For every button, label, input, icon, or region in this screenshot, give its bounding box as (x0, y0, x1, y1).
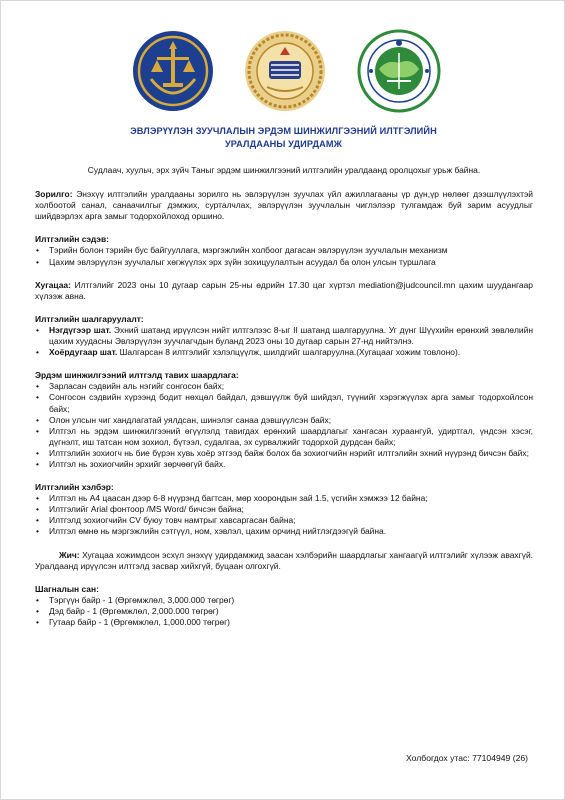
goal-paragraph (35, 189, 533, 222)
list-item: • Илтгэлийг Arial фонтоор /MS Word/ бичсэн байна; (36, 504, 244, 515)
topics-list (35, 245, 533, 267)
contact-phone: Холбогдох утас: 77104949 (26) (406, 753, 528, 763)
list-item: • Зарласан сэдвийн аль нэгийг сонгосон байх; (36, 381, 225, 392)
deadline-paragraph (35, 280, 533, 302)
list-item: • Илтгэл нь зохиогчийн эрхийг зөрчөөгүй байх. (36, 458, 226, 469)
prizes-heading: Шагналын сан: (35, 583, 99, 594)
requirements-list (35, 381, 533, 470)
list-item: • Илтгэл нь A4 цаасан дээр 6-8 нүүрэнд багтсан, мөр хоорондын зай 1.5, үсгийн хэмжээ 12 байна; (36, 493, 428, 504)
requirements-heading: Эрдэм шинжилгээний илтгэлд тавих шаардлага: (35, 370, 239, 381)
format-heading: Илтгэлийн хэлбэр: (35, 482, 114, 493)
list-item: • Цахим эвлэрүүлэн зуучлалыг хөгжүүлэх эрх зүйн зохицуулалтын асуудал ба олон улсын туршлага (36, 256, 436, 267)
list-item: • Илтгэл өмнө нь мэргэжлийн сэтгүүл, ном, хэвлэл, цахим орчинд нийтлэгдээгүй байна. (36, 526, 387, 537)
title-line-2: УРАЛДААНЫ УДИРДАМЖ (224, 139, 343, 149)
list-item: • Тэрийн болон тэрийн бус байгууллага, мэргэжлийн холбоог дагасан эвлэрүүлэн зуучлалын механизм (36, 245, 448, 256)
document-title (31, 125, 536, 151)
list-item: • Илтгэлд зохиогчийн CV буюу товч намтрыг хавсаргасан байна; (36, 515, 296, 526)
list-item: • Илтгэл нь эрдэм шинжилгээний өгүүлэлд тавигдах ерөнхий шаардлагыг хангасан хураангуй, удиртгал, үндсэн хэсэг, дүгнэлт, иш татсан ном зохиол, бүтээл, судалгаа, эх сурвалжийг тодорхой дурдсан байх; (36, 425, 533, 447)
intro-text: Судлаач, хуульч, эрх зүйч Таныг эрдэм шинжилгээний илтгэлийн уралдаанд оролцохыг урьж байна. (87, 165, 481, 175)
list-item: • Хоёрдугаар шат. Шалгарсан 8 илтгэлийг хэлэлцүүлж, шилдгийг шалгаруулна.(Хугацааг хожим товлоно). (36, 347, 461, 358)
list-item: • Олон улсын чиг хандлагатай уялдсан, шинэлэг санаа дэвшүүлсэн байх; (36, 414, 332, 425)
note-paragraph (35, 550, 533, 572)
goal-text: Энэхүү илтгэлийн уралдааны зорилго нь эвлэрүүлэн зуучлах үйл ажиллагааны үр дүн,үр нөлөөг дээшлүүлэхтэй холбоотой санал, санаачилгыг дэмжих, сурталчлах, эвлэрүүлэн зуучлалын чиглэлээр тулгамдаж буй зарим асуудлыг шийдвэрлэх арга замыг тодорхойлоход оршино. (35, 189, 533, 222)
note-text: Хугацаа хожимдсон эсхүл энэхүү удирдамжид заасан хэлбэрийн шаардлагыг хангаагүй илтгэлийг хүлээж авахгүй. Уралдаанд ирүүлсэн илтгэлд засвар хийхгүй, буцаан олгохгүй. (35, 549, 533, 571)
topics-heading: Илтгэлийн сэдэв: (35, 234, 109, 245)
evaluation-list (35, 325, 533, 358)
logo-row (131, 29, 441, 115)
format-list (35, 493, 533, 537)
prizes-list (35, 595, 533, 628)
goal-label: Зорилго: (35, 189, 73, 200)
judicial-council-emblem-icon (131, 29, 215, 113)
list-item: • Илтгэлийн зохиогч нь бие бүрэн хувь хоёр этгээд байж болох ба зохиогчийн нэрийг илтгэлийн эхний нүүрэнд бичсэн байх; (36, 447, 529, 458)
list-item: • Тэргүүн байр - 1 (Өргөмжлөл, 3,000.000 төгрөг) (36, 594, 235, 605)
deadline-text: Илтгэлийг 2023 оны 10 дугаар сарын 25-ны өдрийн 17.30 цаг хүртэл mediation@judcouncil.mn цахим шуудангаар хүлээж авна. (35, 279, 533, 301)
list-item: • Сонгосон сэдвийн хүрээнд бодит нөхцөл байдал, дэвшүүлж буй шийдэл, түүнийг хэрэгжүүлэх арга замыг тодорхойлсон байх; (36, 392, 533, 414)
deadline-label: Хугацаа: (35, 279, 71, 290)
document-body (35, 165, 533, 628)
list-item: • Нэгдүгээр шат. Эхний шатанд ирүүлсэн нийт илтгэлээс 8-ыг II шатанд шалгаруулна. Уг дүнг Шүүхийн ерөнхий зөвлөлийн цахим хуудасны Эвлэрүүлэн зуучлагчдын буланд 2023 оны 10 дугаар сарын 27-нд нийтэлнэ. (36, 324, 533, 347)
list-item: • Гутаар байр - 1 (Өргөмжлөл, 1,000.000 төгрөг) (36, 617, 230, 627)
court-institution-emblem-icon (243, 29, 327, 113)
list-item: • Дэд байр - 1 (Өргөмжлөл, 2,000.000 төгрөг) (36, 605, 219, 616)
mongolian-bar-association-logo-icon (357, 29, 441, 113)
note-label: Жич: (59, 549, 80, 560)
title-line-1: ЭВЛЭРҮҮЛЭН ЗУУЧЛАЛЫН ЭРДЭМ ШИНЖИЛГЭЭНИЙ ИЛТГЭЛИЙН (130, 126, 437, 136)
evaluation-heading: Илтгэлийн шалгаруулалт: (35, 313, 144, 324)
